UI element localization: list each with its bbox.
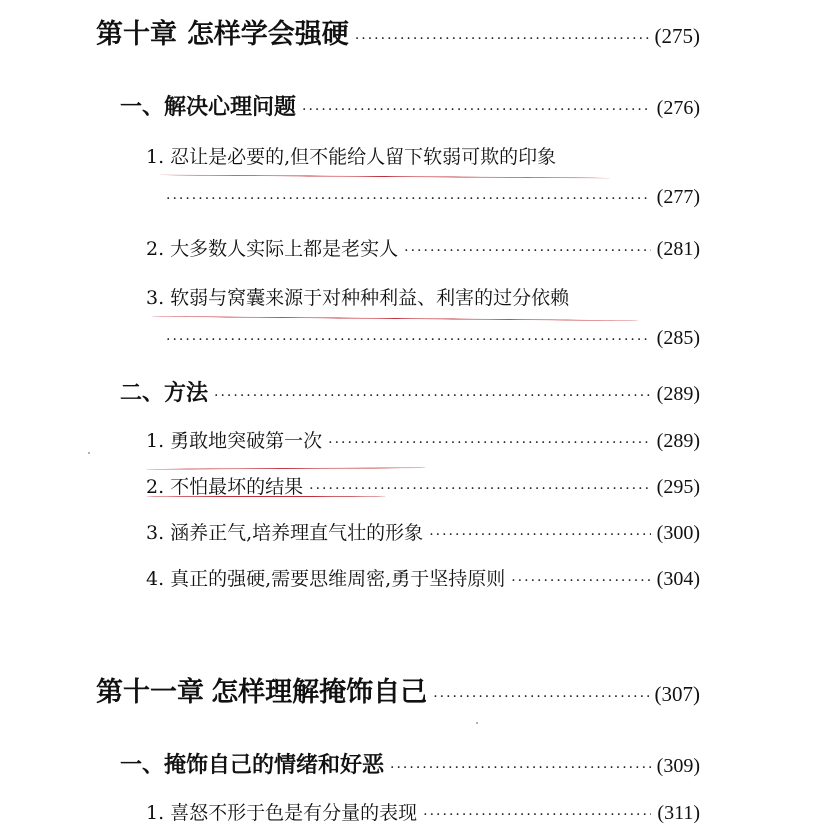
- leader-dots: [423, 807, 651, 823]
- red-underline: [160, 174, 610, 178]
- chapter-10-number: 第十章: [96, 19, 177, 50]
- leader-dots: [302, 102, 651, 118]
- red-underline: [146, 467, 426, 469]
- item-page: (304): [656, 568, 700, 590]
- leader-dots: [355, 31, 649, 47]
- item-page: (295): [656, 476, 700, 498]
- chapter-10-title: 怎样学会强硬: [186, 19, 349, 50]
- leader-dots: [429, 527, 650, 543]
- item-number: 2.: [146, 476, 165, 498]
- toc-item-2-2: [146, 472, 700, 499]
- item-page: (277): [656, 186, 700, 208]
- chapter-11-section-1-entry: [120, 748, 700, 779]
- item-text: 不怕最坏的结果: [170, 476, 304, 498]
- toc-item-1-1-continued: [160, 186, 700, 209]
- scan-speck: [476, 722, 478, 724]
- leader-dots: [166, 191, 651, 207]
- item-text: 涵养正气,培养理直气壮的形象: [170, 522, 424, 544]
- section-page: (309): [656, 755, 700, 777]
- item-number: 1.: [146, 802, 165, 824]
- item-number: 1.: [146, 146, 165, 168]
- leader-dots: [390, 760, 651, 776]
- toc-item-1-3: [146, 283, 569, 310]
- leader-dots: [166, 332, 651, 348]
- item-text: 真正的强硬,需要思维周密,勇于坚持原则: [170, 568, 506, 590]
- section-1-page: (276): [656, 97, 700, 119]
- item-number: 4.: [146, 568, 165, 590]
- toc-item-1-2: [146, 234, 700, 261]
- toc-item-2-4: [146, 564, 700, 591]
- item-number: 3.: [146, 522, 165, 544]
- leader-dots: [309, 481, 651, 497]
- leader-dots: [404, 243, 651, 259]
- item-page: (311): [657, 802, 700, 824]
- chapter-11-item-1: [146, 798, 700, 825]
- section-1-label: 一、解决心理问题: [120, 94, 297, 120]
- red-underline: [150, 316, 640, 321]
- item-page: (300): [656, 522, 700, 544]
- section-2-page: (289): [656, 383, 700, 405]
- chapter-11-number: 第十一章: [96, 677, 204, 708]
- chapter-11-page: (307): [654, 682, 700, 706]
- section-label: 一、掩饰自己的情绪和好恶: [120, 752, 385, 778]
- item-text: 软弱与窝囊来源于对种种利益、利害的过分依赖: [170, 287, 570, 309]
- leader-dots: [433, 689, 648, 705]
- item-number: 2.: [146, 238, 165, 260]
- item-text: 大多数人实际上都是老实人: [170, 238, 399, 260]
- chapter-11-title: 怎样理解掩饰自己: [211, 677, 428, 708]
- item-number: 3.: [146, 287, 165, 309]
- chapter-10-page: (275): [654, 24, 700, 48]
- section-2-label: 二、方法: [120, 380, 209, 406]
- toc-item-1-3-continued: [160, 327, 700, 350]
- leader-dots: [511, 573, 650, 589]
- item-page: (285): [656, 327, 700, 349]
- item-page: (289): [656, 430, 700, 452]
- leader-dots: [214, 388, 651, 404]
- item-text: 忍让是必要的,但不能给人留下软弱可欺的印象: [170, 146, 557, 168]
- leader-dots: [328, 435, 651, 451]
- toc-item-2-1: [146, 426, 700, 453]
- scan-speck: [88, 452, 90, 454]
- section-1-entry: [120, 90, 700, 121]
- toc-item-1-1: [146, 142, 556, 169]
- section-2-entry: [120, 376, 700, 407]
- item-text: 勇敢地突破第一次: [170, 430, 323, 452]
- red-underline: [146, 496, 386, 497]
- chapter-10-heading: [96, 12, 700, 51]
- item-text: 喜怒不形于色是有分量的表现: [170, 802, 418, 824]
- item-number: 1.: [146, 430, 165, 452]
- toc-item-2-3: [146, 518, 700, 545]
- item-page: (281): [656, 238, 700, 260]
- chapter-11-heading: [96, 670, 700, 709]
